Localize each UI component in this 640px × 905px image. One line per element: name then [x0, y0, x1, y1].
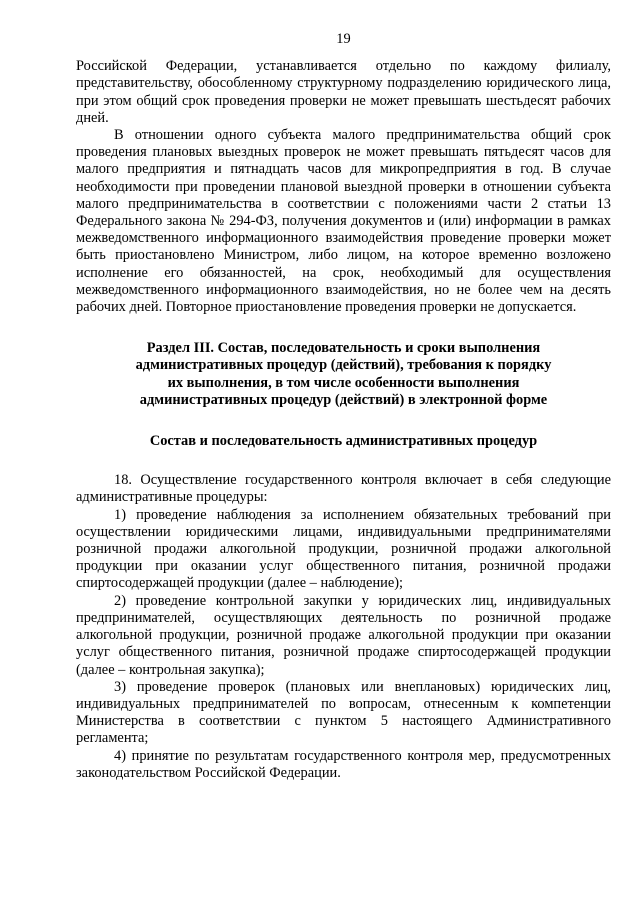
section-title-line: административных процедур (действий) в электронной форме: [139, 391, 548, 408]
paragraph-small-business-inspection: В отношении одного субъекта малого предпринимательства общий срок проведения плановых выездных проверок не может превышать пятьдесят часов для малого предприятия и пятнадцать часов для микропредприятия в год. В случае необходимости при проведении плановой выездной проверки в отношении субъекта малого предпринимательства в соответствии с положениями части 2 статьи 13 Федерального закона № 294-ФЗ, получения документов и (или) информации в рамках межведомственного информационного взаимодействия проведение проверки может быть приостановлено Министром, либо лицом, на которое временно возложено исполнение его обязанностей, на срок, необходимый для осуществления межведомственного информационного взаимодействия, но не более чем на десять рабочих дней. Повторное приостановление проведения проверки не допускается.: [76, 127, 611, 316]
page-number: 19: [336, 31, 351, 47]
list-item-3: 3) проведение проверок (плановых или внеплановых) юридических лиц, индивидуальных предпринимателей по вопросам, отнесенным к компетенции Министерства в соответствии с пунктом 5 настоящего Административного регламента;: [76, 678, 611, 747]
section-title-line: их выполнения, в том числе особенности выполнения: [167, 374, 520, 391]
subsection-title: Состав и последовательность административных процедур: [149, 433, 538, 450]
list-item-1: 1) проведение наблюдения за исполнением обязательных требований при осуществлении юридическими лицами, индивидуальными предпринимателями розничной продажи алкогольной продукции, розничной продажи алкогольной продукции при оказании услуг общественного питания, розничной продажи спиртосодержащей продукции (далее – наблюдение);: [76, 506, 611, 592]
section-title-line: Раздел III. Состав, последовательность и сроки выполнения: [146, 340, 541, 357]
paragraph-continuation: Российской Федерации, устанавливается отдельно по каждому филиалу, представительству, обособленному структурному подразделению юридического лица, при этом общий срок проведения проверки не может превышать шестьдесят рабочих дней.: [76, 58, 611, 126]
list-item-4: 4) принятие по результатам государственного контроля мер, предусмотренных законодательством Российской Федерации.: [76, 747, 611, 781]
document-page: [76, 31, 611, 782]
section-title: [76, 340, 611, 409]
section-title-line: административных процедур (действий), требования к порядку: [135, 357, 552, 374]
list-item-2: 2) проведение контрольной закупки у юридических лиц, индивидуальных предпринимателей, осуществляющих деятельность по розничной продаже алкогольной продукции, розничной продаже алкогольной продукции при оказании услуг общественного питания, розничной продаже спиртосодержащей продукции (далее – контрольная закупка);: [76, 592, 611, 678]
paragraph-item-18: 18. Осуществление государственного контроля включает в себя следующие административные процедуры:: [76, 472, 611, 506]
